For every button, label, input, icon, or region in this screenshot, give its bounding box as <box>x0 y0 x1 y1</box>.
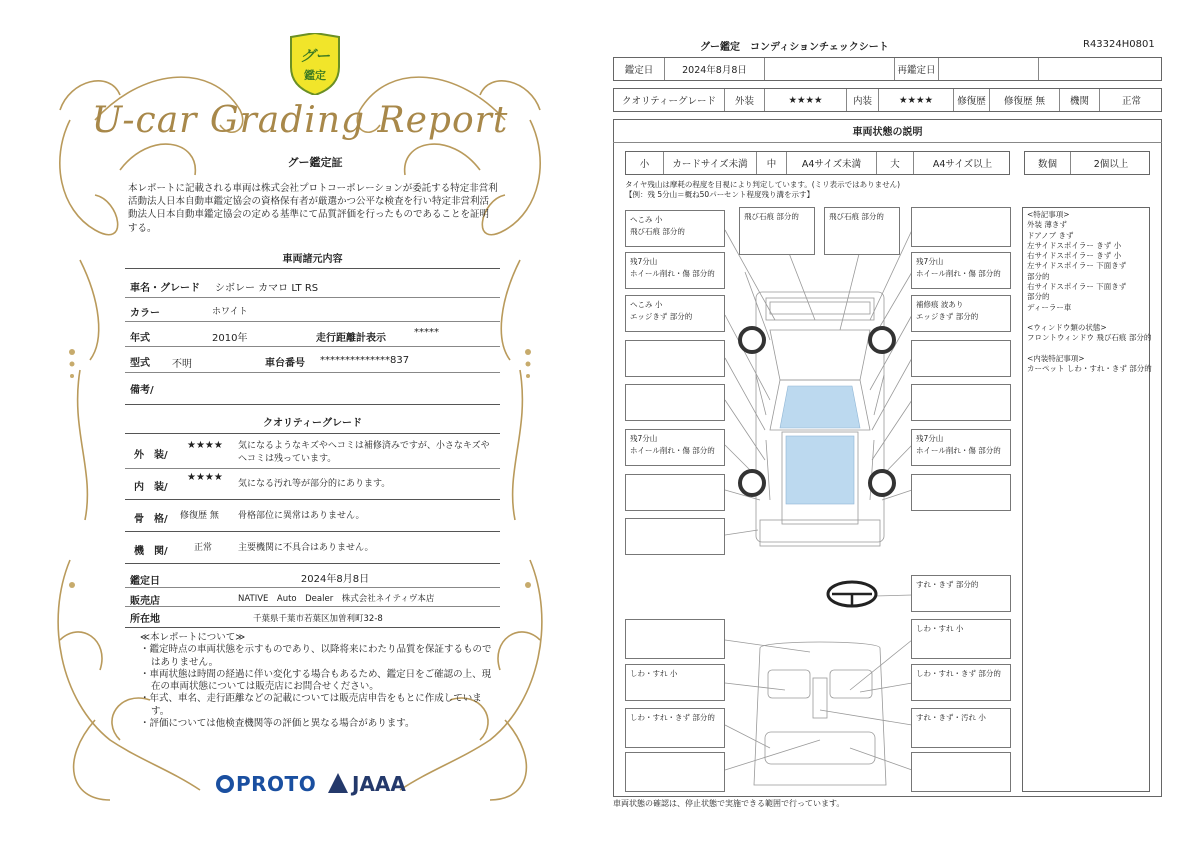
footer-note: 車両状態の確認は、停止状態で実施できる範囲で行っています。 <box>613 799 845 808</box>
condition-box-top: 飛び石痕 部分的 <box>739 207 815 255</box>
note-line: <特記事項> <box>1027 210 1070 219</box>
certificate-title: グー鑑定証 <box>287 156 343 169</box>
tire-example: 【例：残 5分山＝概ね50パーセント程度残り溝を示す】 <box>625 190 815 199</box>
divider <box>125 531 500 532</box>
svg-text:鑑定: 鑑定 <box>304 69 326 82</box>
exterior-comment: 気になるようなキズやヘコミは補修済みですが、小さなキズやヘコミは残っています。 <box>238 441 490 464</box>
frame-label: 骨 格/ <box>134 514 168 525</box>
divider <box>125 563 500 564</box>
note-line: 右サイドスポイラー きず 小 <box>1027 251 1122 261</box>
quality-grade-row <box>613 88 1162 112</box>
condition-box-left: へこみ 小 エッジきず 部分的 <box>625 295 725 332</box>
frame-value: 修復歴 無 <box>180 511 219 521</box>
condition-box-right <box>911 474 1011 511</box>
note-line: フロントウィンドウ 飛び石痕 部分的 <box>1027 333 1152 343</box>
note-item: ・評価については他検査機関等の評価と異なる場合があります。 <box>140 718 415 730</box>
svg-text:グー: グー <box>299 47 331 65</box>
interior-box-right: しわ・すれ・きず 部分的 <box>911 664 1011 701</box>
condition-box-right <box>911 384 1011 421</box>
model-value: 不明 <box>172 359 192 370</box>
reinspect-blank <box>1038 58 1163 80</box>
exterior-label: 外 装/ <box>134 450 168 461</box>
divider <box>125 404 500 405</box>
interior-box-right: すれ・きず・汚れ 小 <box>911 708 1011 748</box>
condition-box-right: 補修痕 波あり エッジきず 部分的 <box>911 295 1011 332</box>
note-item: ・車両状態は時間の経過に伴い変化する場合もあるため、鑑定日をご確認の上、現在の車両状態については販売店にお問合せください。 <box>140 668 492 693</box>
dealer-value: NATIVE Auto Dealer 株式会社ネイティヴ本店 <box>238 594 435 604</box>
size-small-desc: カードサイズ未満 <box>663 152 756 174</box>
size-large: 大 <box>876 152 913 174</box>
divider <box>125 499 500 500</box>
condition-box-left <box>625 518 725 555</box>
interior-box-left: しわ・すれ 小 <box>625 664 725 701</box>
divider <box>125 346 500 347</box>
jaaa-logo: JAAA <box>328 772 406 796</box>
sheet-title: グー鑑定 コンディションチェックシート <box>700 42 889 53</box>
special-notes <box>1027 210 1152 374</box>
condition-box-top <box>911 207 1011 247</box>
interior-box-right: しわ・すれ 小 <box>911 619 1011 659</box>
divider <box>125 297 500 298</box>
exterior-label: 外装 <box>724 89 764 111</box>
chassis-value: **************837 <box>320 355 410 366</box>
goo-appraisal-badge <box>287 33 343 95</box>
certificate-statement: 本レポートに記載される車両は株式会社プロトコーポレーションが委託する特定非営利活動法人日本自動車鑑定協会の資格保有者が厳選かつ公平な検査を行い特定非営利活動法人日本自動車鑑定協会の定める基準にて品質評価を行ったものであることを証明する。 <box>128 183 498 234</box>
note-item: ・鑑定時点の車両状態を示すものであり、以降将来にわたり品質を保証するものではありません。 <box>140 644 492 668</box>
reinspect-value <box>938 58 1038 80</box>
condition-box-right: 残7分山 ホイール削れ・傷 部分的 <box>911 429 1011 466</box>
exterior-stars: ★★★★ <box>764 89 846 111</box>
divider <box>125 627 500 628</box>
size-mid-desc: A4サイズ未満 <box>786 152 876 174</box>
report-notes <box>140 632 500 730</box>
condition-heading: 車両状態の説明 <box>613 119 1162 143</box>
note-line: カーペット しわ・すれ・きず 部分的 <box>1027 363 1152 373</box>
report-title: U-car Grading Report <box>91 100 509 141</box>
interior-box-left <box>625 619 725 659</box>
note-line: 外装 薄きず <box>1027 220 1067 230</box>
note-line: 左サイドスポイラー 下面きず <box>1027 261 1127 271</box>
specs-heading: 車両諸元内容 <box>282 254 343 265</box>
repair-value: 修復歴 無 <box>989 89 1059 111</box>
repair-label: 修復歴 <box>953 89 989 111</box>
divider <box>125 433 500 434</box>
engine-comment: 主要機関に不具合はありません。 <box>238 543 374 553</box>
date-blank <box>764 58 894 80</box>
proto-logo: PROTO <box>216 772 316 796</box>
note-line: ディーラー車 <box>1027 302 1072 312</box>
date-value: 2024年8月8日 <box>300 574 370 585</box>
interior-stars: ★★★★ <box>187 472 223 483</box>
size-legend <box>625 151 1010 175</box>
note-item: ・年式、車名、走行距離などの記載については販売店申告をもとに作成しています。 <box>140 693 482 717</box>
divider <box>125 372 500 373</box>
inspection-date-row <box>613 57 1162 81</box>
engine-value: 正常 <box>194 543 213 553</box>
interior-box-left <box>625 752 725 792</box>
jaaa-mark-icon <box>328 773 348 793</box>
size-mid: 中 <box>756 152 786 174</box>
note-line: ドアノブ きず <box>1027 230 1074 240</box>
address-value: 千葉県千葉市若葉区加曽利町32-8 <box>253 614 383 624</box>
note-line: 左サイドスポイラー きず 小 <box>1027 240 1122 250</box>
count-value: 2個以上 <box>1070 152 1151 174</box>
condition-box-right <box>911 340 1011 377</box>
size-large-desc: A4サイズ以上 <box>913 152 1011 174</box>
interior-box-right: すれ・きず 部分的 <box>911 575 1011 612</box>
note-line: <ウィンドウ類の状態> <box>1027 322 1107 332</box>
divider <box>125 606 500 607</box>
note-line: 部分的 <box>1027 271 1050 281</box>
count-label: 数個 <box>1037 159 1057 170</box>
sheet-id: R43324H0801 <box>1083 39 1155 50</box>
remarks-label: 備考/ <box>130 385 154 396</box>
note-line: 右サイドスポイラー 下面きず <box>1027 282 1127 292</box>
model-label: 型式 <box>130 358 150 369</box>
grade-label: クオリティーグレード <box>621 96 717 107</box>
reinspect-label: 再鑑定日 <box>894 58 938 80</box>
condition-box-right: 残7分山 ホイール削れ・傷 部分的 <box>911 252 1011 289</box>
mileage-value: ***** <box>414 327 439 338</box>
interior-stars: ★★★★ <box>878 89 953 111</box>
notes-title: ≪本レポートについて≫ <box>140 632 246 643</box>
condition-box-left <box>625 474 725 511</box>
tire-note: タイヤ残山は摩耗の程度を目視により判定しています。(ミリ表示ではありません) <box>625 180 901 189</box>
mileage-label: 走行距離計表示 <box>316 333 386 344</box>
condition-box-left: 残7分山 ホイール削れ・傷 部分的 <box>625 429 725 466</box>
interior-label: 内 装/ <box>134 482 168 493</box>
note-line: <内装特記事項> <box>1027 353 1085 363</box>
engine-label: 機 関/ <box>134 546 168 557</box>
count-legend <box>1024 151 1150 175</box>
interior-box-left: しわ・すれ・きず 部分的 <box>625 708 725 748</box>
divider <box>125 268 500 269</box>
condition-box-left <box>625 384 725 421</box>
condition-box-left: 残7分山 ホイール削れ・傷 部分的 <box>625 252 725 289</box>
car-name-value: シボレー カマロ LT RS <box>215 283 319 294</box>
condition-box-left <box>625 340 725 377</box>
condition-box-top: 飛び石痕 部分的 <box>824 207 900 255</box>
condition-box-left: へこみ 小 飛び石痕 部分的 <box>625 210 725 247</box>
engine-value: 正常 <box>1099 89 1163 111</box>
note-line <box>1027 344 1152 354</box>
year-label: 年式 <box>130 333 150 344</box>
proto-mark-icon <box>216 775 234 793</box>
interior-comment: 気になる汚れ等が部分的にあります。 <box>238 479 391 489</box>
steering-wheel-icon <box>828 582 876 606</box>
address-label: 所在地 <box>130 614 160 625</box>
size-small: 小 <box>639 159 650 170</box>
note-line <box>1027 313 1152 323</box>
divider <box>125 468 500 469</box>
year-value: 2010年 <box>212 333 248 344</box>
engine-label: 機関 <box>1059 89 1099 111</box>
car-name-label: 車名・グレード <box>130 283 200 294</box>
interior-box-right <box>911 752 1011 792</box>
chassis-label: 車台番号 <box>265 358 305 369</box>
quality-heading: クオリティーグレード <box>263 418 362 429</box>
date-value: 2024年8月8日 <box>664 58 764 80</box>
interior-label: 内装 <box>846 89 878 111</box>
exterior-stars: ★★★★ <box>187 440 223 451</box>
dealer-label: 販売店 <box>130 596 160 607</box>
date-label: 鑑定日 <box>130 576 160 587</box>
divider <box>125 321 500 322</box>
note-line: 部分的 <box>1027 292 1050 302</box>
divider <box>125 587 500 588</box>
color-label: カラー <box>130 308 160 319</box>
color-value: ホワイト <box>212 307 248 317</box>
date-label: 鑑定日 <box>624 65 654 76</box>
frame-comment: 骨格部位に異常はありません。 <box>238 511 365 521</box>
